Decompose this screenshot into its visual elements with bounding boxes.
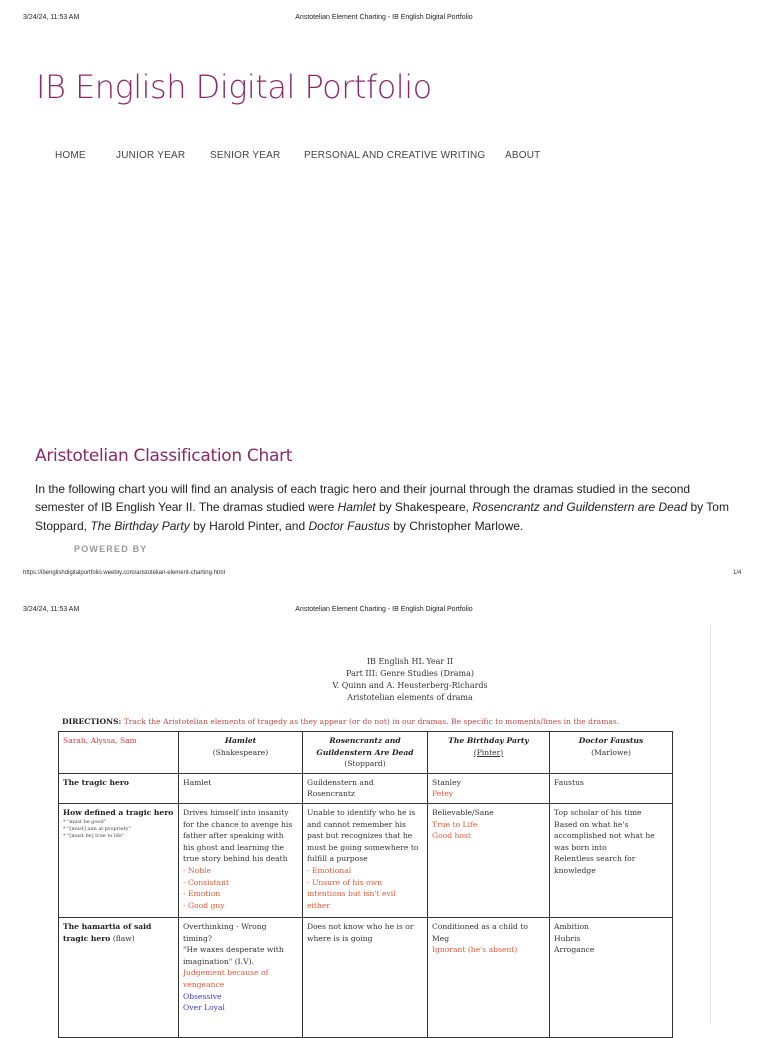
cell-line: Obsessive xyxy=(183,991,222,1001)
group-members: Sarah, Alyssa, Sam xyxy=(59,732,179,774)
row-label: The tragic hero xyxy=(59,773,179,803)
intro-paragraph: In the following chart you will find an analysis of each tragic hero and their journal through the dramas studied in the second semester of IB English Year II. The dramas studied were Hamlet by Shakespeare, Rosencrantz and Guildenstern are Dead by Tom Stoppard, The Birthday Party by Harold Pinter, and Doctor Faustus by Christopher Marlowe. xyxy=(35,482,729,533)
cell-line: Believable/Sane xyxy=(432,807,494,817)
nav-personal-creative-writing[interactable]: PERSONAL AND CREATIVE WRITING xyxy=(304,150,486,161)
cell-line: past but recognizes that he xyxy=(307,831,413,841)
table-cell xyxy=(550,773,673,803)
cell-line: Judgement because of xyxy=(183,968,269,978)
cell-line: for the chance to avenge his xyxy=(183,819,293,829)
nav-about[interactable]: ABOUT xyxy=(505,150,541,161)
cell-line: Guildenstern and xyxy=(307,777,374,787)
cell-line: Arrogance xyxy=(554,945,595,955)
directions: DIRECTIONS: Track the Aristotelian elements of tragedy as they appear (or do not) in our dramas. Be specific to moments/lines in the dramas. xyxy=(62,717,620,726)
cell-line: was born into xyxy=(554,842,607,852)
cell-line: Top scholar of his time xyxy=(554,807,642,817)
cell-line: must be going somewhere to xyxy=(307,842,419,852)
section-heading: Aristotelian Classification Chart xyxy=(35,446,293,466)
cell-line: - Emotion xyxy=(183,889,221,899)
table-cell xyxy=(303,917,428,1037)
cell-line: Over Loyal xyxy=(183,1003,225,1013)
print-url: https://ibenglishdigitalportfolio.weebly.com/aristotelian-element-charting.html xyxy=(23,570,225,576)
row-note: * "must be good" xyxy=(63,818,106,825)
cell-line: Does not know who he is or xyxy=(307,921,414,931)
cell-line: fulfill a purpose xyxy=(307,854,368,864)
cell-line: timing? xyxy=(183,933,212,943)
doc-header-line: Aristotelian elements of drama xyxy=(347,693,473,702)
table-cell xyxy=(550,803,673,917)
cell-line: Unable to identify who he is xyxy=(307,807,416,817)
table-header-row xyxy=(59,732,673,774)
table-row xyxy=(59,917,673,1037)
cell-line: - Emotional xyxy=(307,865,352,875)
table-cell xyxy=(179,917,303,1037)
doc-header-line: V. Quinn and A. Heusterberg-Richards xyxy=(332,681,488,690)
cell-line: knowledge xyxy=(554,865,596,875)
nav-home[interactable]: HOME xyxy=(55,150,86,161)
cell-line: Ambition xyxy=(554,921,589,931)
cell-line: vengeance xyxy=(183,979,225,989)
print-header xyxy=(0,0,768,21)
col-header: Hamlet (Shakespeare) xyxy=(179,732,303,774)
print-datetime: 3/24/24, 11:53 AM xyxy=(23,14,80,21)
powered-by-label[interactable]: POWERED BY xyxy=(74,544,148,554)
col-header: Rosencrantz and Guildenstern Are Dead (Stoppard) xyxy=(303,732,428,774)
table-cell xyxy=(428,773,550,803)
print-footer xyxy=(0,570,768,582)
table-row xyxy=(59,803,673,917)
cell-line: Rosencrantz xyxy=(307,789,355,799)
cell-line: Relentless search for xyxy=(554,854,636,864)
cell-line: Conditioned as a child to xyxy=(432,921,528,931)
cell-line: Overthinking - Wrong xyxy=(183,921,267,931)
table-cell xyxy=(179,773,303,803)
cell-line: Petey xyxy=(432,789,454,799)
table-cell xyxy=(428,803,550,917)
row-label: How defined a tragic hero * "must be good" * "[must] aim at propriety" * "[must be] true to life" xyxy=(59,803,179,917)
aristotelian-table xyxy=(58,731,673,1038)
cell-line: intentions but isn't evil xyxy=(307,889,396,899)
site-title[interactable]: IB English Digital Portfolio xyxy=(36,68,432,106)
table-cell xyxy=(550,917,673,1037)
cell-line: father after speaking with xyxy=(183,831,284,841)
cell-line: - Unsure of his own xyxy=(307,877,382,887)
cell-line: either xyxy=(307,900,330,910)
cell-line: and cannot remember his xyxy=(307,819,406,829)
table-cell xyxy=(303,773,428,803)
cell-line: accomplished not what he xyxy=(554,831,655,841)
row-label: The hamartia of said tragic hero (flaw) xyxy=(59,917,179,1037)
nav-senior-year[interactable]: SENIOR YEAR xyxy=(210,150,281,161)
table-cell xyxy=(428,917,550,1037)
row-note: * "[must] aim at propriety" xyxy=(63,825,131,832)
col-header: The Birthday Party (Pinter) xyxy=(428,732,550,774)
cell-line: true story behind his death xyxy=(183,854,288,864)
row-note: * "[must be] true to life" xyxy=(63,832,125,839)
table-cell xyxy=(303,803,428,917)
cell-line: Based on what he's xyxy=(554,819,629,829)
cell-line: Hamlet xyxy=(183,777,212,787)
cell-line: True to Life xyxy=(432,819,478,829)
cell-line: Drives himself into insanity xyxy=(183,807,289,817)
doc-header-line: Part III: Genre Studies (Drama) xyxy=(346,669,474,678)
cell-line: - Noble xyxy=(183,865,211,875)
cell-line: imagination" (I.V). xyxy=(183,956,254,966)
table-row xyxy=(59,773,673,803)
cell-line: his ghost and learning the xyxy=(183,842,285,852)
print-datetime: 3/24/24, 11:53 AM xyxy=(23,606,80,613)
table-cell xyxy=(179,803,303,917)
doc-header-line: IB English HL Year II xyxy=(366,657,454,666)
print-page-number: 1/4 xyxy=(733,570,742,576)
cell-line: Hubris xyxy=(554,933,581,943)
column-divider xyxy=(710,625,711,1024)
cell-line: Stanley xyxy=(432,777,461,787)
cell-line: Ignorant (he's absent) xyxy=(432,945,518,955)
cell-line: Faustus xyxy=(554,777,584,787)
cell-line: - Consistant xyxy=(183,877,229,887)
print-header-page-2 xyxy=(0,606,768,620)
cell-line: Meg xyxy=(432,933,450,943)
print-page-title: Aristotelian Element Charting - IB English Digital Portfolio xyxy=(295,14,473,21)
cell-line: Good host xyxy=(432,831,471,841)
cell-line: "He waxes desperate with xyxy=(183,945,284,955)
nav-junior-year[interactable]: JUNIOR YEAR xyxy=(116,150,186,161)
cell-line: where is is going xyxy=(307,933,373,943)
cell-line: - Good guy xyxy=(183,900,225,910)
col-header: Doctor Faustus (Marlowe) xyxy=(550,732,673,774)
print-page-title: Aristotelian Element Charting - IB English Digital Portfolio xyxy=(295,606,473,613)
